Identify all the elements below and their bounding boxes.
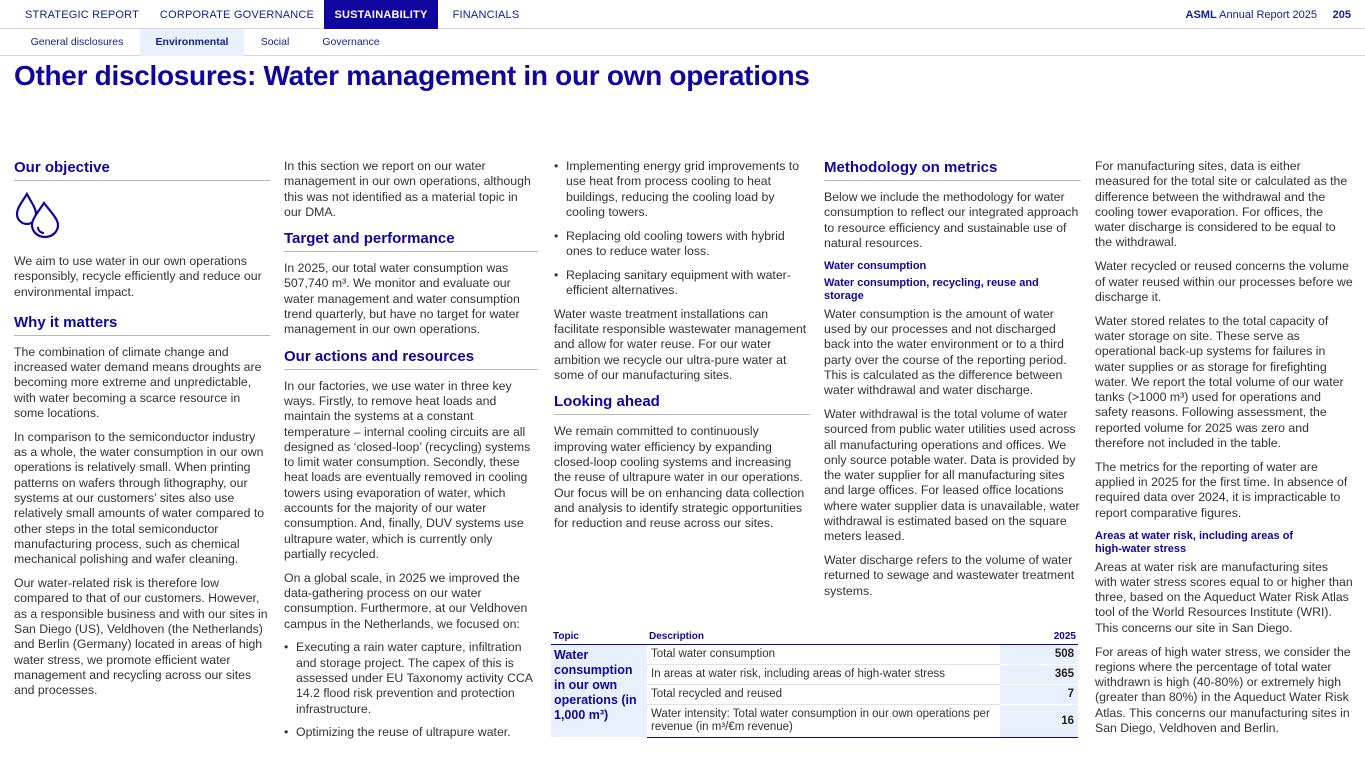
methodology-paragraph: Water discharge refers to the volume of water returned to sewage and wastewater treatment systems.: [824, 553, 1075, 598]
list-item: • Replacing old cooling towers with hybrid ones to reduce water loss.: [554, 229, 810, 260]
actions-paragraph: On a global scale, in 2025 we improved the data-gathering process on our water consumption. Furthermore, at our Veldhoven campus in the Netherlands, we focused on:: [284, 570, 528, 631]
water-consumption-table: [551, 628, 1078, 738]
column-header-description: Description: [647, 628, 1000, 645]
looking-ahead-heading: Looking ahead: [554, 393, 810, 415]
value-cell: 7: [1000, 685, 1078, 705]
actions-heading: Our actions and resources: [284, 348, 538, 370]
treatment-paragraph: Water waste treatment installations can facilitate responsible wastewater management and allow for water reuse. For our water ambition we recycle our ultra-pure water at some of our manufacturing sites.: [554, 306, 807, 383]
why-heading: Why it matters: [14, 314, 270, 336]
table-header-row: [551, 628, 1078, 645]
methodology-paragraph: Water stored relates to the total capacity of water storage on site. These serve as operational back-up systems for failures in water supplies or as storage for firefighting water. We report the total volume of our water tanks (>1000 m³) used for operations and safety reasons. Following assessment, the reported volume for 2025 was zero and therefore not included in the table.: [1095, 313, 1344, 451]
tab-corporate-governance[interactable]: CORPORATE GOVERNANCE: [159, 9, 315, 21]
column-methodology: [824, 159, 1081, 608]
methodology-paragraph: Water recycled or reused concerns the volume of water reused within our processes before we discharge it.: [1095, 259, 1353, 304]
page-number: 205: [1332, 9, 1351, 21]
consumption-recycling-subheading: Water consumption, recycling, reuse and storage: [824, 276, 1039, 302]
subtab-social[interactable]: Social: [260, 36, 290, 48]
list-item: • Optimizing the reuse of ultrapure water.: [284, 725, 538, 740]
description-cell: Water intensity: Total water consumption in our own operations per revenue (in m³/€m revenue): [647, 705, 1000, 738]
tab-strategic-report[interactable]: STRATEGIC REPORT: [24, 9, 140, 21]
topic-cell: Water consumption in our own operations (in 1,000 m³): [551, 645, 647, 738]
methodology-paragraph: Water consumption is the amount of water used by our processes and not discharged back into the water environment or to a third party over the course of the reporting period. This is calculated as the difference between water withdrawal and water discharge.: [824, 306, 1067, 398]
top-navigation: [0, 0, 1365, 29]
looking-ahead-paragraph: We remain committed to continuously improving water efficiency by expanding closed-loop cooling systems and increasing the reuse of ultrapure water in our operations. Our focus will be on enhancing data collection and analysis to identify strategic opportunities for reduction and reuse across our sites.: [554, 424, 805, 531]
subtab-environmental[interactable]: Environmental: [140, 29, 244, 56]
list-item: • Implementing energy grid improvements to use heat from process cooling to heat buildings, reducing the cooling load by cooling towers.: [554, 159, 810, 220]
list-item: • Executing a rain water capture, infiltration and storage project. The capex of this is assessed under EU Taxonomy activity CCA 14.2 flood risk prevention and protection infrastructure.: [284, 640, 538, 716]
methodology-paragraph: For areas of high water stress, we consider the regions where the percentage of total water withdrawn is high (40-80%) or extremely high (greater than 80%) in the Aqueduct Water Risk Atlas. This concerns our manufacturing sites in San Diego, Veldhoven and Berlin.: [1095, 644, 1351, 735]
value-cell: 16: [1000, 705, 1078, 738]
value-cell: 508: [1000, 645, 1078, 665]
page-title: Other disclosures: Water management in our own operations: [14, 60, 810, 91]
actions-list-continued: [554, 159, 810, 298]
water-consumption-subheading: Water consumption: [824, 259, 927, 272]
why-paragraph: Our water-related risk is therefore low compared to that of our customers. However, as a responsible business and with our sites in San Diego (US), Veldhoven (the Netherlands) and Berlin (Germany) located in areas of high water stress, we promote efficient water management and recycling across our sites and processes.: [14, 576, 268, 698]
brand-name: ASML: [1185, 9, 1217, 21]
methodology-paragraph: Water withdrawal is the total volume of water sourced from public water utilities used across all manufacturing operations and offices. We only source potable water. Data is provided by the water supplier for all manufacturing sites and large offices. For leased office locations where water supplier data is unavailable, water withdrawal is estimated based on the square meters leased.: [824, 406, 1080, 544]
methodology-paragraph: The metrics for the reporting of water are applied in 2025 for the first time. In absence of required data over 2024, it is impracticable to report comparative figures.: [1095, 459, 1348, 520]
why-paragraph: In comparison to the semiconductor industry as a whole, the water consumption in our own operations is relatively small. When printing patterns on wafers through lithography, our systems at our customers’ sites also use relatively small amounts of water compared to other steps in the total semiconductor manufacturing process, such as chemical mechanical polishing and wafer cleaning.: [14, 429, 265, 567]
water-drops-icon: [14, 190, 62, 240]
description-cell: In areas at water risk, including areas of high-water stress: [647, 665, 1000, 685]
column-methodology-continued: [1095, 159, 1353, 745]
methodology-intro: Below we include the methodology for water consumption to reflect our integrated approach to resource efficiency and sustainable use of natural resources.: [824, 190, 1079, 250]
brand-suffix: Annual Report 2025: [1219, 9, 1317, 21]
actions-list: [284, 640, 538, 740]
tab-sustainability[interactable]: SUSTAINABILITY: [324, 0, 438, 29]
intro-paragraph: In this section we report on our water management in our own operations, although this was not identified as a material topic in our DMA.: [284, 159, 531, 219]
methodology-heading: Methodology on metrics: [824, 159, 1081, 181]
report-brand: [1186, 0, 1317, 30]
column-looking-ahead: [554, 159, 810, 540]
target-heading: Target and performance: [284, 230, 538, 252]
sub-navigation: [0, 29, 1365, 56]
water-risk-subheading: Areas at water risk, including areas of high-water stress: [1095, 529, 1294, 555]
column-objective: [14, 159, 270, 707]
tab-financials[interactable]: FINANCIALS: [452, 9, 520, 21]
actions-paragraph: In our factories, we use water in three key ways. Firstly, to remove heat loads and maintain the systems at a constant temperature – internal cooling circuits are all designed as ‘closed-loop’ (recycling) systems to limit water consumption. Secondly, these heat loads are eventually removed in cooling towers using evaporation of water, which accounts for the majority of our water consumption. And, finally, DUV systems use ultrapure water, which is currently only partially recycled.: [284, 378, 531, 561]
target-paragraph: In 2025, our total water consumption was 507,740 m³. We monitor and evaluate our water management and water consumption trend quarterly, but have no target for water management in our own operations.: [284, 261, 520, 337]
table-row: [551, 645, 1078, 665]
description-cell: Total water consumption: [647, 645, 1000, 665]
methodology-paragraph: For manufacturing sites, data is either measured for the total site or calculated as the difference between the withdrawal and the cooling tower evaporation. For offices, the water discharge is considered to be equal to the withdrawal.: [1095, 159, 1348, 250]
column-target-actions: [284, 159, 538, 749]
list-item: • Replacing sanitary equipment with water-efficient alternatives.: [554, 268, 810, 299]
description-cell: Total recycled and reused: [647, 685, 1000, 705]
why-paragraph: The combination of climate change and increased water demand means droughts are becoming more extreme and unpredictable, with water becoming a scarce resource in some locations.: [14, 344, 262, 421]
column-header-topic: Topic: [551, 628, 647, 645]
methodology-paragraph: Areas at water risk are manufacturing sites with water stress scores equal to or higher than three, based on the Aqueduct Water Risk Atlas tool of the World Resources Institute (WRI). This concerns our site in San Diego.: [1095, 559, 1353, 635]
subtab-general-disclosures[interactable]: General disclosures: [30, 36, 124, 48]
column-header-year: 2025: [1000, 628, 1078, 645]
subtab-governance[interactable]: Governance: [322, 36, 380, 48]
objective-text: We aim to use water in our own operations responsibly, recycle efficiently and reduce our environmental impact.: [14, 254, 262, 299]
value-cell: 365: [1000, 665, 1078, 685]
objective-heading: Our objective: [14, 159, 270, 181]
